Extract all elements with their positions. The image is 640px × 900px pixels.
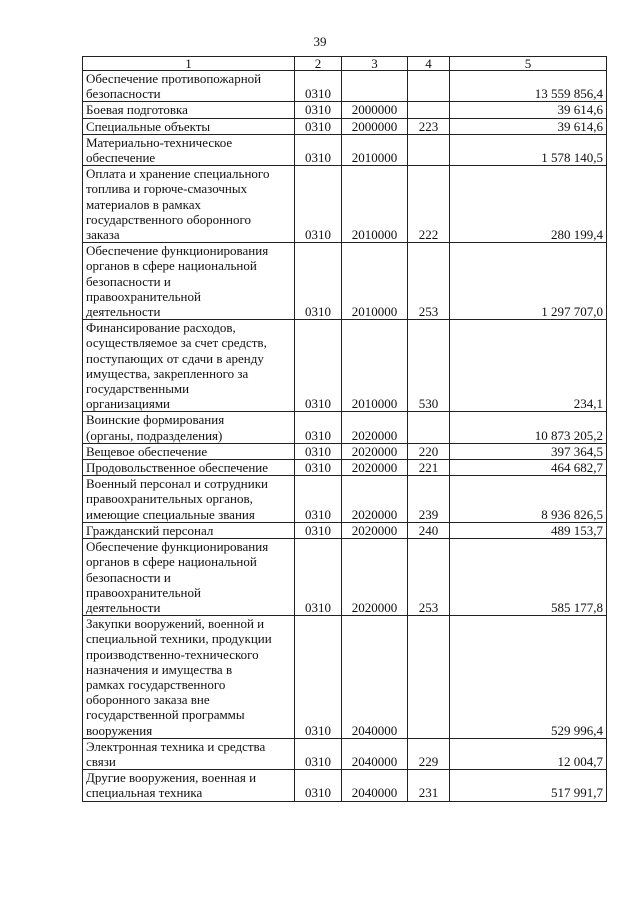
row-amount-cell: 39 614,6 [450,102,607,118]
page-number: 39 [313,34,327,49]
row-target-cell: 2040000 [342,770,408,801]
row-target-cell: 2020000 [342,539,408,616]
header-row [83,57,607,71]
table-row [83,770,607,801]
row-name-cell: Обеспечение функционирования органов в сфере национальной безопасности и правоохранительной деятельности [83,243,295,320]
table-row [83,476,607,523]
row-target-cell: 2020000 [342,522,408,538]
row-expense-cell: 223 [408,118,450,134]
row-name-cell: Военный персонал и сотрудники правоохранительных органов, имеющие специальные звания [83,476,295,523]
table-row [83,616,607,739]
row-target-cell: 2010000 [342,134,408,165]
row-expense-cell: 253 [408,539,450,616]
row-expense-cell: 220 [408,443,450,459]
row-target-cell: 2020000 [342,476,408,523]
row-target-cell: 2020000 [342,443,408,459]
row-expense-cell: 229 [408,738,450,769]
row-section-cell: 0310 [295,166,342,243]
row-target-cell: 2040000 [342,616,408,739]
row-amount-cell: 39 614,6 [450,118,607,134]
row-name-cell: Гражданский персонал [83,522,295,538]
row-amount-cell: 585 177,8 [450,539,607,616]
row-expense-cell [408,102,450,118]
row-amount-cell: 13 559 856,4 [450,71,607,102]
row-section-cell: 0310 [295,102,342,118]
row-amount-cell: 529 996,4 [450,616,607,739]
row-section-cell: 0310 [295,616,342,739]
row-expense-cell: 222 [408,166,450,243]
row-amount-cell: 8 936 826,5 [450,476,607,523]
row-expense-cell: 530 [408,320,450,412]
row-expense-cell [408,616,450,739]
table-row [83,443,607,459]
row-amount-cell: 517 991,7 [450,770,607,801]
row-section-cell: 0310 [295,71,342,102]
row-amount-cell: 10 873 205,2 [450,412,607,443]
row-target-cell: 2010000 [342,320,408,412]
row-name-cell: Боевая подготовка [83,102,295,118]
header-col-1: 1 [83,57,295,71]
row-name-cell: Продовольственное обеспечение [83,460,295,476]
row-section-cell: 0310 [295,118,342,134]
row-expense-cell: 240 [408,522,450,538]
row-target-cell: 2010000 [342,243,408,320]
row-target-cell: 2040000 [342,738,408,769]
row-section-cell: 0310 [295,738,342,769]
row-amount-cell: 1 297 707,0 [450,243,607,320]
row-section-cell: 0310 [295,476,342,523]
table-row [83,166,607,243]
table-row [83,738,607,769]
table-row [83,243,607,320]
table-row [83,134,607,165]
table-row [83,522,607,538]
row-name-cell: Специальные объекты [83,118,295,134]
row-name-cell: Финансирование расходов, осуществляемое за счет средств, поступающих от сдачи в аренду имущества, закрепленного за государственными организациями [83,320,295,412]
row-expense-cell: 253 [408,243,450,320]
row-section-cell: 0310 [295,539,342,616]
row-target-cell: 2010000 [342,166,408,243]
row-amount-cell: 397 364,5 [450,443,607,459]
row-target-cell: 2000000 [342,118,408,134]
row-section-cell: 0310 [295,412,342,443]
row-expense-cell [408,412,450,443]
row-name-cell: Закупки вооружений, военной и специальной техники, продукции производственно-технического назначения и имущества в рамках государственного оборонного заказа вне государственной программы вооружения [83,616,295,739]
row-name-cell: Вещевое обеспечение [83,443,295,459]
budget-table [82,56,607,802]
row-amount-cell: 489 153,7 [450,522,607,538]
row-amount-cell: 1 578 140,5 [450,134,607,165]
row-section-cell: 0310 [295,134,342,165]
row-section-cell: 0310 [295,460,342,476]
row-expense-cell: 231 [408,770,450,801]
row-name-cell: Обеспечение противопожарной безопасности [83,71,295,102]
table-row [83,118,607,134]
row-name-cell: Обеспечение функционирования органов в сфере национальной безопасности и правоохранительной деятельности [83,539,295,616]
row-target-cell: 2020000 [342,460,408,476]
row-name-cell: Электронная техника и средства связи [83,738,295,769]
row-target-cell: 2000000 [342,102,408,118]
table-row [83,102,607,118]
row-section-cell: 0310 [295,770,342,801]
header-col-2: 2 [295,57,342,71]
row-expense-cell: 221 [408,460,450,476]
row-name-cell: Воинские формирования (органы, подразделения) [83,412,295,443]
table-row [83,460,607,476]
table-row [83,71,607,102]
row-expense-cell: 239 [408,476,450,523]
table-row [83,320,607,412]
row-amount-cell: 464 682,7 [450,460,607,476]
row-section-cell: 0310 [295,243,342,320]
row-target-cell [342,71,408,102]
row-amount-cell: 234,1 [450,320,607,412]
row-amount-cell: 12 004,7 [450,738,607,769]
row-target-cell: 2020000 [342,412,408,443]
header-col-4: 4 [408,57,450,71]
row-name-cell: Другие вооружения, военная и специальная техника [83,770,295,801]
row-section-cell: 0310 [295,320,342,412]
row-amount-cell: 280 199,4 [450,166,607,243]
row-name-cell: Материально-техническое обеспечение [83,134,295,165]
header-col-3: 3 [342,57,408,71]
row-expense-cell [408,71,450,102]
table-row [83,412,607,443]
row-section-cell: 0310 [295,443,342,459]
row-expense-cell [408,134,450,165]
row-name-cell: Оплата и хранение специального топлива и горюче-смазочных материалов в рамках государственного оборонного заказа [83,166,295,243]
row-section-cell: 0310 [295,522,342,538]
table-row [83,539,607,616]
header-col-5: 5 [450,57,607,71]
